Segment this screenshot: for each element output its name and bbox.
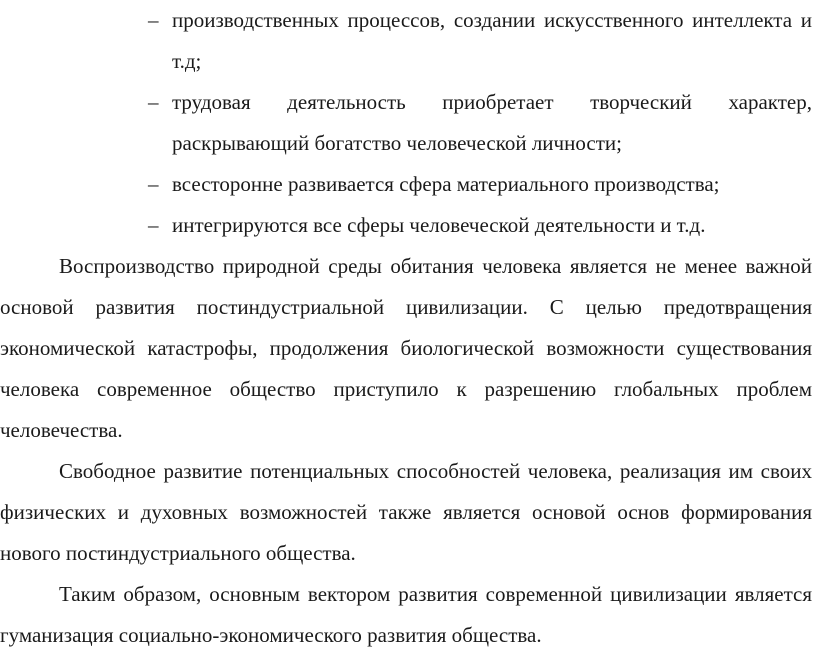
list-item-text: всесторонне развивается сфера материального производства; — [172, 172, 720, 196]
body-text — [0, 246, 812, 656]
list-item — [0, 82, 816, 164]
list-item-text: трудовая деятельность приобретает творческий характер, раскрывающий богатство человеческой личности; — [172, 90, 812, 155]
dash-marker: – — [148, 172, 159, 196]
paragraph: Воспроизводство природной среды обитания человека является не менее важной основой развития постиндустриальной цивилизации. С целью предотвращения экономической катастрофы, продолжения биологической возможности существования человека современное общество приступило к разрешению глобальных проблем человечества. — [0, 254, 812, 442]
paragraph: Таким образом, основным вектором развития современной цивилизации является гуманизация социально-экономического развития общества. — [0, 582, 812, 647]
bullet-list — [0, 0, 816, 246]
list-item — [0, 0, 816, 82]
paragraph: Свободное развитие потенциальных способностей человека, реализация им своих физических и духовных возможностей также является основой основ формирования нового постиндустриального общества. — [0, 459, 812, 565]
list-item — [0, 205, 816, 246]
dash-marker: – — [148, 213, 159, 237]
list-item-text: интегрируются все сферы человеческой деятельности и т.д. — [172, 213, 706, 237]
dash-marker: – — [148, 90, 159, 114]
dash-marker: – — [148, 8, 159, 32]
list-item-text: производственных процессов, создании искусственного интеллекта и т.д; — [172, 8, 812, 73]
list-item — [0, 164, 816, 205]
